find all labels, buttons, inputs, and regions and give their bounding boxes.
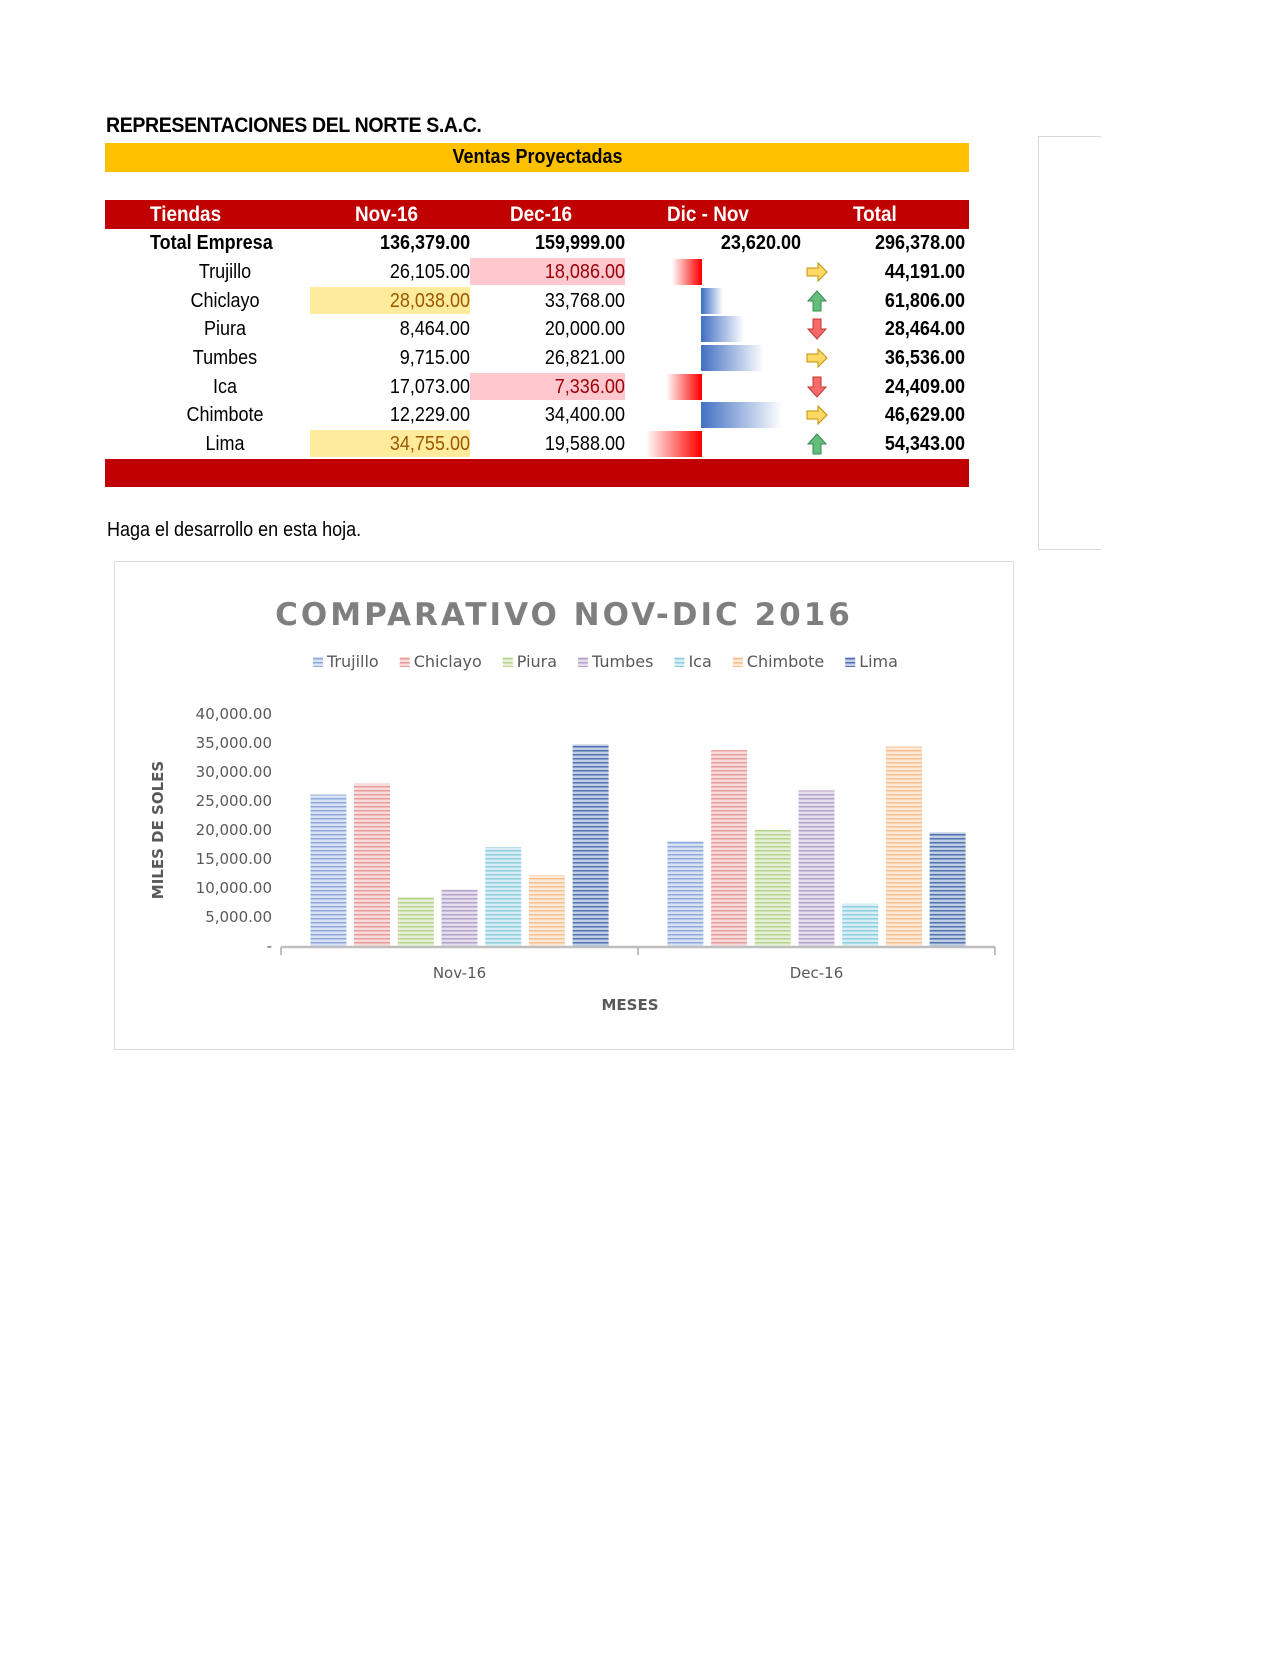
bar-trujillo-nov-16 (310, 795, 346, 946)
bar-piura-dec-16 (755, 830, 791, 946)
store-name: Piura (203, 318, 247, 341)
row-total (865, 344, 965, 372)
negative-diff-bar (672, 259, 702, 285)
total-diff-text: 23,620.00 (720, 232, 801, 254)
bar-ica-nov-16 (485, 847, 521, 946)
legend-label: Ica (688, 652, 712, 671)
bar-chiclayo-dec-16 (711, 750, 747, 946)
table-row (105, 373, 969, 402)
header-dec: Dec-16 (510, 203, 573, 226)
x-tick-label: Nov-16 (432, 964, 487, 982)
total-sum-text: 296,378.00 (875, 232, 966, 254)
header-diff: Dic - Nov (667, 203, 749, 226)
nov-value-text: 28,038.00 (389, 289, 470, 312)
legend-label: Piura (516, 652, 558, 671)
positive-diff-bar (701, 316, 744, 342)
dec-value-text: 20,000.00 (544, 318, 625, 341)
y-tick-label: 20,000.00 (195, 821, 272, 839)
table-row (105, 258, 969, 287)
legend-swatch (503, 657, 513, 667)
nov-value (310, 258, 470, 285)
y-tick-label: 35,000.00 (195, 734, 272, 752)
y-tick-label: 40,000.00 (195, 705, 272, 723)
store-name: Chimbote (186, 404, 264, 427)
nov-value (310, 373, 470, 400)
nov-value (310, 344, 470, 371)
arrow-right-icon (805, 347, 829, 369)
row-total (865, 430, 965, 458)
row-total-text: 28,464.00 (884, 318, 965, 341)
bar-tumbes-dec-16 (799, 790, 835, 946)
total-nov-text: 136,379.00 (379, 232, 470, 254)
total-sum (865, 229, 965, 257)
total-label (150, 229, 286, 257)
legend-swatch (400, 657, 410, 667)
legend-label: Trujillo (327, 652, 379, 671)
bar-ica-dec-16 (842, 903, 878, 946)
positive-diff-bar (701, 402, 782, 428)
legend-swatch (313, 657, 323, 667)
table-row (105, 401, 969, 430)
legend-label: Chimbote (746, 652, 825, 671)
row-total-text: 46,629.00 (884, 404, 965, 427)
instruction-note: Haga el desarrollo en esta hoja. (107, 519, 362, 541)
chart-canvas (115, 562, 1013, 1049)
row-total-text: 54,343.00 (884, 433, 965, 456)
dec-value-text: 34,400.00 (544, 404, 625, 427)
y-axis-title: MILES DE SOLES (149, 760, 167, 900)
store-name: Chiclayo (190, 289, 260, 312)
negative-diff-bar (646, 431, 702, 457)
dec-value (470, 401, 625, 428)
table-row (105, 344, 969, 373)
x-axis-title: MESES (601, 996, 659, 1014)
negative-diff-bar (666, 374, 702, 400)
table-row (105, 315, 969, 344)
y-tick-label: 30,000.00 (195, 763, 272, 781)
chart-title: COMPARATIVO NOV-DIC 2016 (275, 597, 853, 633)
nov-value-text: 12,229.00 (389, 404, 470, 427)
nov-value (310, 287, 470, 314)
dec-value-text: 26,821.00 (544, 347, 625, 370)
table-header (105, 200, 969, 229)
row-total-text: 61,806.00 (884, 289, 965, 312)
dec-value (470, 315, 625, 342)
arrow-right-icon (805, 404, 829, 426)
total-dec-text: 159,999.00 (534, 232, 625, 254)
nov-value-text: 17,073.00 (389, 375, 470, 398)
bar-chimbote-dec-16 (886, 746, 922, 946)
company-name: REPRESENTACIONES DEL NORTE S.A.C. (106, 114, 482, 137)
arrow-right-icon (805, 261, 829, 283)
x-tick-label: Dec-16 (789, 964, 844, 982)
legend-swatch (578, 657, 588, 667)
dec-value (470, 258, 625, 285)
y-tick-label: - (266, 937, 272, 955)
dec-value (470, 287, 625, 314)
store-name: Trujillo (198, 261, 252, 283)
nov-value-text: 26,105.00 (389, 261, 470, 283)
store-name: Ica (212, 375, 238, 398)
positive-diff-bar (701, 345, 764, 371)
total-dec (470, 229, 625, 257)
side-panel-frame (1038, 136, 1101, 550)
subtitle-bar (105, 143, 969, 172)
legend-swatch (845, 657, 855, 667)
legend-swatch (674, 657, 684, 667)
total-label-text: Total Empresa (150, 232, 273, 254)
y-tick-label: 15,000.00 (195, 850, 272, 868)
nov-value (310, 430, 470, 457)
table-footer-bar (105, 459, 969, 487)
bar-chiclayo-nov-16 (354, 783, 390, 946)
nov-value-text: 8,464.00 (399, 318, 470, 341)
table-row (105, 287, 969, 316)
arrow-down-icon (805, 376, 829, 398)
dec-value (470, 344, 625, 371)
arrow-up-icon (805, 433, 829, 455)
legend-swatch (733, 657, 743, 667)
store-name: Tumbes (192, 347, 258, 370)
row-total (865, 373, 965, 401)
dec-value-text: 7,336.00 (554, 375, 625, 398)
row-total-text: 44,191.00 (884, 261, 965, 283)
dec-value-text: 19,588.00 (544, 433, 625, 456)
bar-tumbes-nov-16 (442, 890, 478, 946)
table-row (105, 430, 969, 459)
nov-value (310, 315, 470, 342)
row-total (865, 401, 965, 429)
bar-chimbote-nov-16 (529, 875, 565, 946)
store-name: Lima (205, 433, 245, 456)
arrow-down-icon (805, 318, 829, 340)
row-total-text: 36,536.00 (884, 347, 965, 370)
y-tick-label: 25,000.00 (195, 792, 272, 810)
total-row (105, 229, 969, 258)
total-diff (665, 229, 801, 257)
row-total (865, 315, 965, 343)
nov-value-text: 34,755.00 (389, 433, 470, 456)
dec-value-text: 18,086.00 (544, 261, 625, 283)
y-tick-label: 10,000.00 (195, 879, 272, 897)
header-total: Total (853, 203, 897, 226)
bar-lima-dec-16 (930, 832, 966, 946)
header-tiendas: Tiendas (150, 203, 222, 226)
nov-value-text: 9,715.00 (399, 347, 470, 370)
subtitle-text: Ventas Proyectadas (451, 146, 623, 168)
bar-trujillo-dec-16 (667, 841, 703, 946)
y-tick-label: 5,000.00 (205, 908, 272, 926)
bar-lima-nov-16 (573, 744, 609, 946)
positive-diff-bar (701, 288, 723, 314)
bar-chart[interactable] (114, 561, 1014, 1050)
legend-label: Tumbes (592, 652, 654, 671)
row-total (865, 287, 965, 315)
legend-label: Chiclayo (413, 652, 482, 671)
dec-value-text: 33,768.00 (544, 289, 625, 312)
legend-label: Lima (859, 652, 898, 671)
store-rows (105, 258, 969, 459)
dec-value (470, 430, 625, 457)
arrow-up-icon (805, 290, 829, 312)
total-nov (310, 229, 470, 257)
row-total (865, 258, 965, 286)
row-total-text: 24,409.00 (884, 375, 965, 398)
dec-value (470, 373, 625, 400)
nov-value (310, 401, 470, 428)
bar-piura-nov-16 (398, 897, 434, 946)
header-nov: Nov-16 (355, 203, 419, 226)
